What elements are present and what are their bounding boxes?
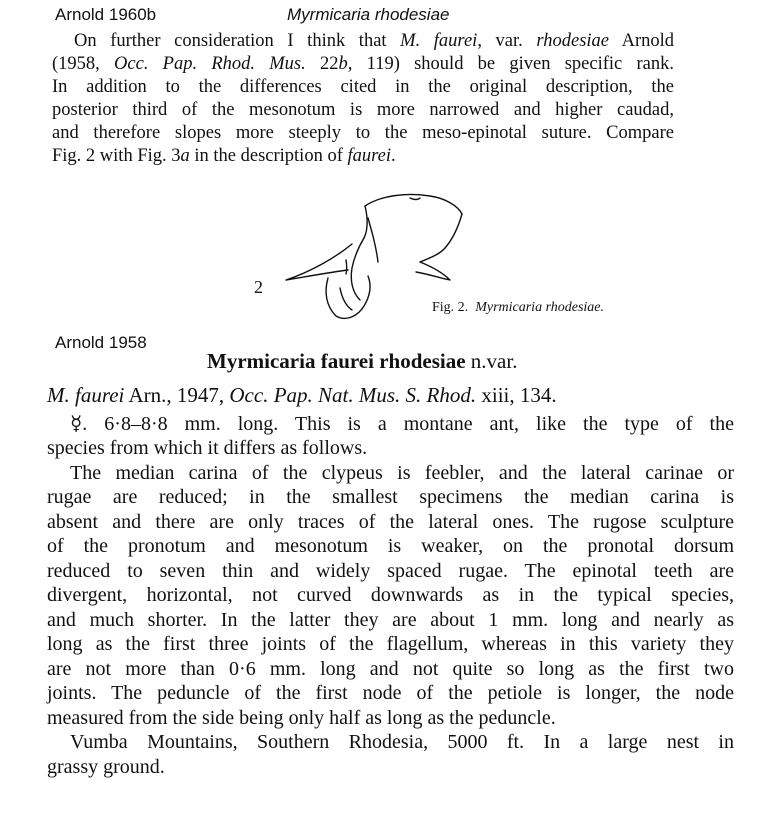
taxon-rank: n.var. [465,349,518,373]
figure-caption [432,300,604,316]
species-ref: rhodesiae [536,31,610,51]
body-line: ☿. 6·8–8·8 mm. long. This is a montane ant, like the type of the [70,413,734,435]
text-run: On further consideration I think that [74,31,401,51]
paragraph1-line6 [52,145,396,168]
body-line: are not more than 0·6 mm. long and not quite so long as the first two [47,658,734,680]
text-run: and therefore slopes more steeply to the meso-epinotal suture. Compare [52,123,674,143]
dorsal-mark [410,198,420,200]
inner-mark [346,260,347,274]
text-run: In addition to the differences cited in the original description, the [52,77,674,97]
text-run: Arn., 1947, [124,383,230,407]
text-run: b [338,54,348,74]
body-line: Vumba Mountains, Southern Rhodesia, 5000 ft. In a large nest in [70,731,734,753]
text-run: 22 [305,54,339,74]
paragraph1-line5 [52,122,674,145]
species-ref: M. faurei [47,383,125,407]
caption-species: Myrmicaria rhodesiae. [475,300,605,315]
paragraph1-line1 [52,30,674,53]
journal-ref: Occ. Pap. Rhod. Mus. [114,54,306,74]
epinotal-tooth [416,262,450,280]
text-run: a [180,146,190,166]
mesonotum-outline [365,194,462,214]
citation-line [47,383,557,408]
text-run: , var. [477,31,537,51]
body-line: and much shorter. In the latter they are about 1 mm. long and nearly as [47,609,734,631]
taxon-name: Myrmicaria faurei rhodesiae [207,349,466,373]
section1-species: Myrmicaria rhodesiae [287,5,450,24]
text-run: posterior third of the mesonotum is more narrowed and higher caudad, [52,100,674,120]
node-detail [340,288,352,310]
body-line: joints. The peduncle of the first node of the petiole is longer, the node [47,682,734,704]
paragraph1-line2 [52,53,674,76]
body-line: long as the first three joints of the flagellum, whereas in this variety they [47,633,734,655]
body-line: absent and there are only traces of the lateral ones. The rugose sculpture [47,511,734,533]
petiole-node [326,276,370,318]
section1-label: Arnold 1960b [55,5,157,24]
species-ref: M. faurei [400,31,478,51]
body-line: rugae are reduced; in the smallest specimens the median carina is [47,486,734,508]
text-run: (1958, [52,54,115,74]
taxon-title [207,349,517,374]
text-run: in the description of [189,146,348,166]
body-line: measured from the side being only half as long as the peduncle. [47,707,556,729]
petiole-spine [286,244,352,280]
thorax-lower-outline [351,238,364,300]
species-ref: faurei [347,146,391,166]
caption-prefix: Fig. 2. [432,300,469,315]
inner-suture [368,218,378,262]
thorax-front-outline [364,206,367,238]
body-line: reduced to seven thin and widely spaced rugae. The epinotal teeth are [47,560,734,582]
text-run: . [391,146,396,166]
paragraph1-line3 [52,76,674,99]
text-run: Fig. 2 with Fig. 3 [52,146,181,166]
body-line: divergent, horizontal, not curved downwards as in the typical species, [47,584,734,606]
text-run: Arnold [609,31,675,51]
text-run: , 119) should be given specific rank. [347,54,674,74]
section2-label: Arnold 1958 [55,333,147,352]
journal-ref: Occ. Pap. Nat. Mus. S. Rhod. [229,383,477,407]
paragraph1-line4 [52,99,674,122]
mesonotum-slope-outline [420,214,462,262]
figure-number: 2 [254,277,263,297]
body-line: The median carina of the clypeus is feebler, and the lateral carinae or [70,462,734,484]
text-run: xiii, 134. [476,383,557,407]
body-line: of the pronotum and mesonotum is weaker, on the pronotal dorsum [47,535,734,557]
body-line: grassy ground. [47,756,165,778]
body-line: species from which it differs as follows. [47,437,368,459]
